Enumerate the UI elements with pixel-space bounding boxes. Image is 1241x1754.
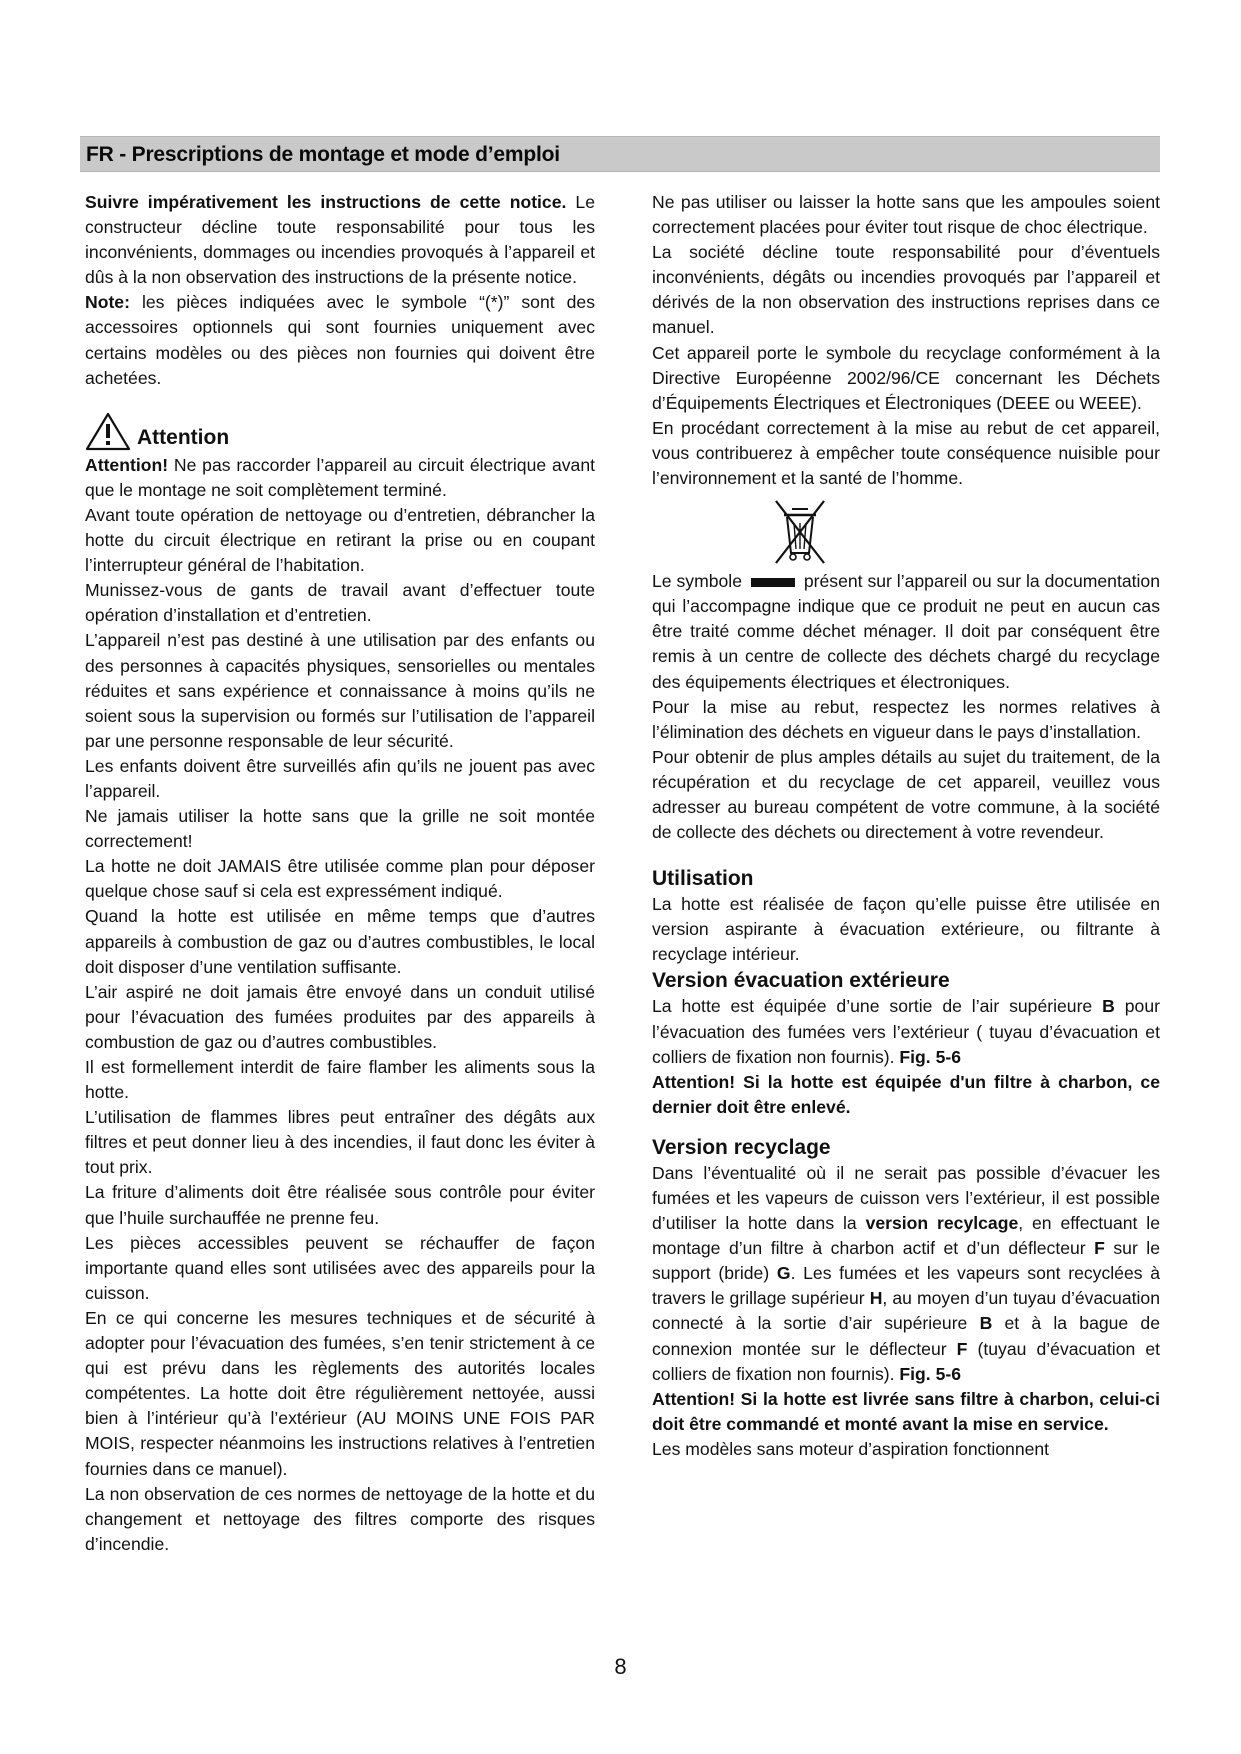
intro-paragraph [85,190,595,290]
paragraph: L’appareil n’est pas destiné à une utilisation par des enfants ou des personnes à capacités physiques, sensorielles ou mentales réduites et sans expérience et connaissance à moins qu’ils ne soient sous la supervision ou formés sur l’utilisation de l’appareil par une personne responsable de leur sécurité. [85,630,595,751]
figure-ref: Fig. 5-6 [899,1363,962,1384]
page-number: 8 [614,1654,627,1679]
text: (tuyau d’évacuation et colliers de fixation non fournis). [652,1338,1161,1384]
label-b: B [979,1313,993,1334]
text: et à la bague de connexion montée sur le déflecteur [652,1313,1160,1359]
weee-symbol-block [652,499,1160,694]
paragraph: La hotte ne doit JAMAIS être utilisée comme plan pour déposer quelque chose sauf si cela est expressément indiqué. [85,856,595,902]
weee-text-end: présent sur l’appareil ou sur la documentation qui l’accompagne indique que ce produit ne peut en aucun cas être traité comme déchet ménager. Il doit par conséquent être remis à un centre de collecte des déchets chargé du recyclage des équipements électriques et électroniques. [652,571,1160,692]
paragraph: Il est formellement interdit de faire flamber les aliments sous la hotte. [85,1057,595,1103]
paragraph: Les modèles sans moteur d’aspiration fonctionnent [652,1438,1050,1459]
text: pour l’évacuation des fumées vers l’extérieur ( tuyau d’évacuation et colliers de fixation non fournis). [652,996,1160,1067]
text: La hotte est équipée d’une sortie de l’air supérieure [652,996,1103,1017]
section-header-bar [80,136,1160,172]
label-g: G [776,1263,791,1284]
warning-text: Attention! Si la hotte est livrée sans filtre à charbon, celui-ci doit être commandé et monté avant la mise en service. [652,1388,1160,1434]
paragraph: La hotte est réalisée de façon qu’elle puisse être utilisée en version aspirante à évacuation extérieure, ou filtrante à recyclage intérieur. [652,894,1160,965]
recyclage-warning [652,1387,1160,1437]
crossed-bin-icon [772,499,828,567]
paragraph: Ne pas utiliser ou laisser la hotte sans que les ampoules soient correctement placées pour éviter tout risque de choc électrique. [652,192,1160,238]
note-label: Note: [85,292,130,313]
text: sur le support (bride) [652,1238,1160,1284]
evacuation-paragraph [652,994,1160,1069]
paragraph: Munissez-vous de gants de travail avant d’effectuer toute opération d’installation et d’entretien. [85,580,595,626]
label-h: H [869,1288,883,1309]
weee-text-start: Le symbole [652,571,742,592]
paragraph: Avant toute opération de nettoyage ou d’entretien, débrancher la hotte du circuit électrique en retirant la prise ou en coupant l’interrupteur général de l’habitation. [85,504,595,576]
attention-heading [85,411,595,451]
recyclage-paragraph [652,1161,1160,1387]
emphasis: version recylcage [865,1213,1019,1234]
intro-text: Le constructeur décline toute responsabilité pour tous les inconvénients, dommages ou incendies provoqués à l’appareil et dûs à la non observation des instructions de la présente notice. [85,192,595,288]
label-f: F [1094,1238,1105,1259]
right-column [652,190,1160,1640]
evacuation-warning [652,1070,1160,1120]
recyclage-title: Version recyclage [652,1135,831,1159]
warning-triangle-icon [85,411,131,451]
paragraph: Quand la hotte est utilisée en même temps que d’autres appareils à combustion de gaz ou d’autres combustibles, le local doit disposer d’une ventilation suffisante. [85,906,595,977]
attention-text: Ne pas raccorder l’appareil au circuit électrique avant que le montage ne soit complètement terminé. [85,454,595,500]
paragraph: Les enfants doivent être surveillés afin qu’ils ne jouent pas avec l’appareil. [85,755,595,801]
evacuation-title: Version évacuation extérieure [652,969,950,993]
paragraph: Ne jamais utiliser la hotte sans que la grille ne soit montée correctement! [85,806,595,852]
paragraph: Les pièces accessibles peuvent se réchauffer de façon importante quand elles sont utilisées avec des appareils pour la cuisson. [85,1232,595,1303]
page-title: FR - Prescriptions de montage et mode d’emploi [86,143,560,166]
weee-paragraph [652,569,1160,694]
weee-bar-icon [751,578,795,587]
paragraph: L’utilisation de flammes libres peut entraîner des dégâts aux filtres et peut donner lieu à des incendies, il faut donc les éviter à tout prix. [85,1107,595,1178]
text: , au moyen d’un tuyau d’évacuation connecté à la sortie d’air supérieure [652,1288,1160,1334]
text: Dans l’éventualité où il ne serait pas possible d’évacuer les fumées et les vapeurs de cuisson vers l’extérieur, il est possible d’utiliser la hotte dans la [652,1162,1160,1234]
label-b: B [1102,996,1115,1017]
left-column [85,190,595,1640]
figure-ref: Fig. 5-6 [899,1046,962,1067]
intro-bold: Suivre impérativement les instructions de cette notice. [85,192,567,212]
paragraph: La non observation de ces normes de nettoyage de la hotte et du changement et nettoyage des filtres comporte des risques d’incendie. [85,1483,595,1554]
note-text: les pièces indiquées avec le symbole “(*)” sont des accessoires optionnels qui sont fournies uniquement avec certains modèles ou des pièces non fournies qui doivent être achetées. [85,292,595,388]
text: . Les fumées et les vapeurs sont recyclées à travers le grillage supérieur [652,1263,1160,1309]
attention-paragraph [85,453,595,503]
paragraph: Pour la mise au rebut, respectez les normes relatives à l’élimination des déchets en vigueur dans le pays d’installation. [652,696,1160,742]
attention-bold: Attention! [85,454,169,475]
warning-text: Attention! Si la hotte est équipée d'un filtre à charbon, ce dernier doit être enlevé. [652,1071,1160,1117]
paragraph: En ce qui concerne les mesures techniques et de sécurité à adopter pour l’évacuation des fumées, s’en tenir strictement à ce qui est prévu dans les règlements des autorités locales compétentes. La hotte doit être régulièrement nettoyée, aussi bien à l’intérieur qu’à l’extérieur (AU MOINS UNE FOIS PAR MOIS, respecter néanmoins les instructions relatives à l’entretien fournies dans ce manuel). [85,1307,595,1479]
label-f: F [956,1338,968,1359]
paragraph: La friture d’aliments doit être réalisée sous contrôle pour éviter que l’huile surchauffée ne prenne feu. [85,1182,595,1228]
paragraph: Cet appareil porte le symbole du recyclage conformément à la Directive Européenne 2002/96/CE concernant les Déchets d’Équipements Électriques et Électroniques (DEEE ou WEEE). [652,342,1160,413]
utilisation-title: Utilisation [652,867,754,891]
note-paragraph [85,290,595,390]
attention-title: Attention [137,425,230,449]
text: , en effectuant le montage d’un filtre à charbon actif et d’un déflecteur [652,1213,1160,1259]
paragraph: La société décline toute responsabilité pour d’éventuels inconvénients, dégâts ou incendies provoqués par l’appareil et dérivés de la non observation des instructions reprises dans ce manuel. [652,242,1160,338]
paragraph: Pour obtenir de plus amples détails au sujet du traitement, de la récupération et du recyclage de cet appareil, veuillez vous adresser au bureau compétent de votre commune, à la société de collecte des déchets ou directement à votre revendeur. [652,746,1160,843]
paragraph: En procédant correctement à la mise au rebut de cet appareil, vous contribuerez à empêcher toute conséquence nuisible pour l’environnement et la santé de l’homme. [652,417,1160,489]
paragraph: L’air aspiré ne doit jamais être envoyé dans un conduit utilisé pour l’évacuation des fumées produites par des appareils à combustion de gaz ou d’autres combustibles. [85,981,595,1052]
